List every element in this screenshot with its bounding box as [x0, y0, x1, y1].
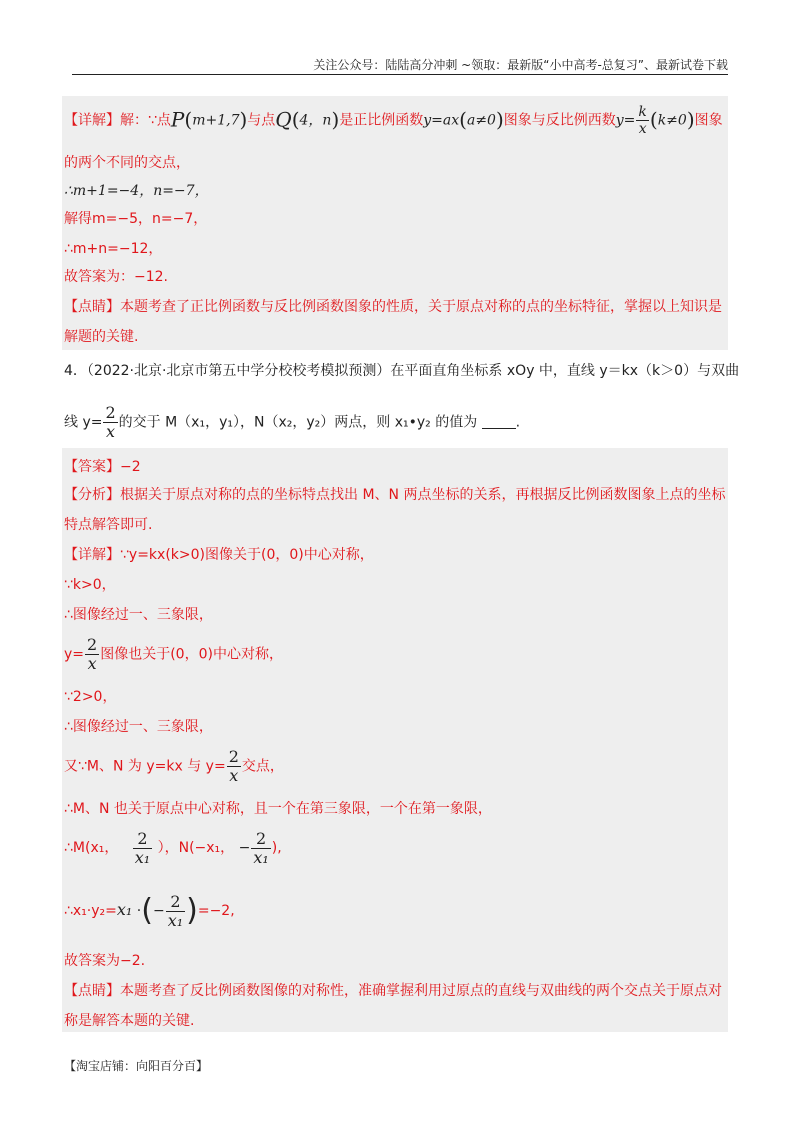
- fraction-k-over-x: $\frac{k}{x}$: [638, 104, 647, 137]
- detail4-line-10: ∴x₁·y₂=x₁ ·(− $\frac{2}{\text{x₁}}$ )=−2,: [64, 891, 235, 930]
- page-footer: 【淘宝店铺：向阳百分百】: [64, 1059, 209, 1073]
- detail-tag: 【详解】: [64, 112, 120, 129]
- fraction-2-over-x: $\frac{2}{x}$: [105, 403, 116, 441]
- fraction-2-over-x-c: $\frac{2}{x}$: [228, 747, 239, 785]
- detail4-line-1: 【详解】∵y=kx(k>0)图像关于(0，0)中心对称，: [64, 547, 374, 563]
- question-4-line-2: 线 y= $\frac{2}{x}$ 的交于 M（x₁，y₁），N（x₂，y₂）两点，则 x₁•y₂ 的值为 .: [64, 403, 521, 441]
- detail4-line-5: ∵2>0，: [64, 689, 117, 705]
- detail-line-1: 【详解】解：∵点P(m+1,7)与点Q(4，n)是正比例函数y=ax(a≠0)图象与反比例西数y= $\frac{k}{x}$ (k≠0)图象: [64, 104, 723, 137]
- analysis-tag: 【分析】: [64, 487, 120, 503]
- detail4-line-4: y= $\frac{2}{x}$ 图像也关于(0，0)中心对称，: [64, 635, 283, 673]
- answer-line: 【答案】−2: [64, 459, 141, 475]
- detail-line-2: 的两个不同的交点，: [64, 155, 190, 171]
- analysis-line-2: 特点解答即可.: [64, 517, 153, 533]
- detail-line-3: ∴m+1=−4，n=−7，: [64, 183, 209, 199]
- answer-blank: [482, 416, 516, 429]
- fraction-2-over-x1: $\frac{2}{\text{x₁}}$: [134, 828, 151, 867]
- detail-line-4: 解得m=−5，n=−7，: [64, 211, 208, 227]
- question-4-line-1: 4．（2022·北京·北京市第五中学分校校考模拟预测）在平面直角坐标系 xOy 中，直线 y＝kx（k＞0）与双曲: [64, 363, 740, 379]
- fraction-neg-2-over-x1: $\frac{2}{\text{x₁}}$: [253, 828, 269, 867]
- detail4-tag: 【详解】: [64, 547, 120, 563]
- detail4-line-3: ∴图像经过一、三象限，: [64, 607, 213, 623]
- header-rule: [72, 74, 728, 75]
- comment4-tag: 【点睛】: [64, 983, 120, 999]
- comment-tag: 【点睛】: [64, 299, 120, 315]
- answer-line-3: 故答案为：−12.: [64, 269, 168, 285]
- fraction-2-over-x-b: $\frac{2}{x}$: [87, 635, 98, 673]
- comment-line-1: 【点睛】本题考查了正比例函数与反比例函数图象的性质，关于原点对称的点的坐标特征，掌握以上知识是: [64, 299, 722, 315]
- comment-line-2: 解题的关键.: [64, 329, 139, 345]
- detail4-line-9: ∴M(x₁， $\frac{2}{\text{x₁}}$ ），N(−x₁， − $\frac{2}{\text{x₁}}$ ),: [64, 828, 282, 867]
- answer-line-4: 故答案为−2.: [64, 953, 146, 969]
- detail-line-5: ∴m+n=−12，: [64, 241, 163, 257]
- page-header: 关注公众号：陆陆高分冲刺 ~领取：最新版“小中高考-总复习”、最新试卷下载: [313, 58, 728, 72]
- detail4-line-2: ∵k>0，: [64, 577, 116, 593]
- comment4-line-1: 【点睛】本题考查了反比例函数图像的对称性，准确掌握利用过原点的直线与双曲线的两个交点关于原点对: [64, 983, 722, 999]
- detail4-line-7: 又∵M、N 为 y=kx 与 y= $\frac{2}{x}$ 交点，: [64, 747, 284, 785]
- analysis-line-1: 【分析】根据关于原点对称的点的坐标特点找出 M、N 两点坐标的关系，再根据反比例函数图象上点的坐标: [64, 487, 726, 503]
- comment4-line-2: 称是解答本题的关键.: [64, 1013, 195, 1029]
- detail4-line-8: ∴M、N 也关于原点中心对称，且一个在第三象限，一个在第一象限，: [64, 801, 492, 817]
- detail4-line-6: ∴图像经过一、三象限，: [64, 719, 213, 735]
- fraction-neg-2-over-x1-b: $\frac{2}{\text{x₁}}$: [167, 891, 184, 930]
